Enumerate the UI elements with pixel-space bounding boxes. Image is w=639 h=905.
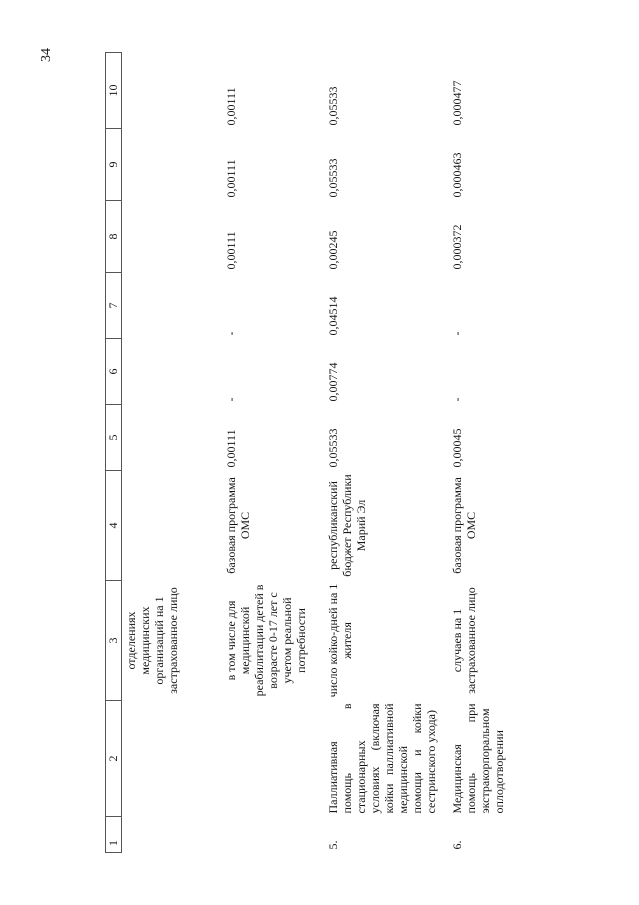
value-cell-8 — [122, 201, 217, 273]
funding-source-cell: республиканский бюджет Республики Марий Эл — [326, 474, 368, 577]
column-header-5: 5 — [106, 405, 122, 471]
column-header-3: 3 — [106, 581, 122, 701]
value-cell-7 — [122, 273, 217, 339]
value-cell-7: - — [224, 331, 238, 336]
table-row — [316, 53, 438, 853]
unit-cell: отделениях медицинских организаций на 1 застрахованное лицо — [124, 587, 180, 694]
unit-cell: в том числе для медицинской реабилитации детей в возрасте 0-17 лет с учетом реальной потребности — [224, 584, 308, 697]
value-cell-8: 0,00111 — [224, 231, 238, 270]
row-number-cell — [122, 817, 217, 853]
row-number-cell: 5. — [326, 840, 340, 850]
value-cell-5: 0,00045 — [450, 428, 464, 468]
column-header-1: 1 — [106, 817, 122, 853]
row-number-cell — [216, 817, 316, 853]
value-cell-10 — [122, 53, 217, 129]
funding-source-cell — [122, 471, 217, 581]
value-cell-6 — [122, 339, 217, 405]
care-type-cell: Медицинская помощь при экстракорпоральном оплодотворении — [450, 703, 506, 814]
funding-source-cell: базовая программа ОМС — [450, 477, 478, 574]
care-type-cell — [122, 701, 217, 817]
column-header-2: 2 — [106, 701, 122, 817]
table-row — [438, 53, 546, 853]
table-row — [122, 53, 217, 853]
value-cell-5: 0,05533 — [326, 428, 340, 468]
column-header-6: 6 — [106, 339, 122, 405]
value-cell-5 — [122, 405, 217, 471]
care-type-cell — [216, 701, 316, 817]
funding-source-cell: базовая программа ОМС — [224, 477, 252, 574]
column-header-7: 7 — [106, 273, 122, 339]
value-cell-7: 0,04514 — [326, 296, 340, 336]
value-cell-10: 0,000477 — [450, 80, 464, 126]
value-cell-6: - — [224, 397, 238, 402]
row-number-cell: 6. — [450, 840, 464, 850]
value-cell-9 — [122, 129, 217, 201]
value-cell-9: 0,00111 — [224, 159, 238, 198]
header-row — [106, 53, 122, 853]
value-cell-6: - — [450, 397, 464, 402]
value-cell-10: 0,05533 — [326, 86, 340, 126]
column-header-8: 8 — [106, 201, 122, 273]
value-cell-9: 0,05533 — [326, 158, 340, 198]
column-header-9: 9 — [106, 129, 122, 201]
value-cell-9: 0,000463 — [450, 152, 464, 198]
rotated-table-container — [105, 53, 525, 853]
care-type-cell: Паллиативная помощь в стационарных условиях (включая койки паллиативной медицинской помощи и койки сестринского ухода) — [326, 703, 438, 814]
value-cell-10: 0,00111 — [224, 87, 238, 126]
column-header-4: 4 — [106, 471, 122, 581]
column-header-10: 10 — [106, 53, 122, 129]
page-number: 34 — [39, 48, 54, 62]
value-cell-7: - — [450, 331, 464, 336]
value-cell-6: 0,00774 — [326, 362, 340, 402]
data-table — [105, 52, 546, 853]
value-cell-8: 0,00245 — [326, 230, 340, 270]
value-cell-5: 0,00111 — [224, 429, 238, 468]
table-row — [216, 53, 316, 853]
value-cell-8: 0,000372 — [450, 224, 464, 270]
unit-cell: случаев на 1 застрахованное лицо — [450, 587, 478, 694]
unit-cell: число койко-дней на 1 жителя — [326, 583, 354, 698]
